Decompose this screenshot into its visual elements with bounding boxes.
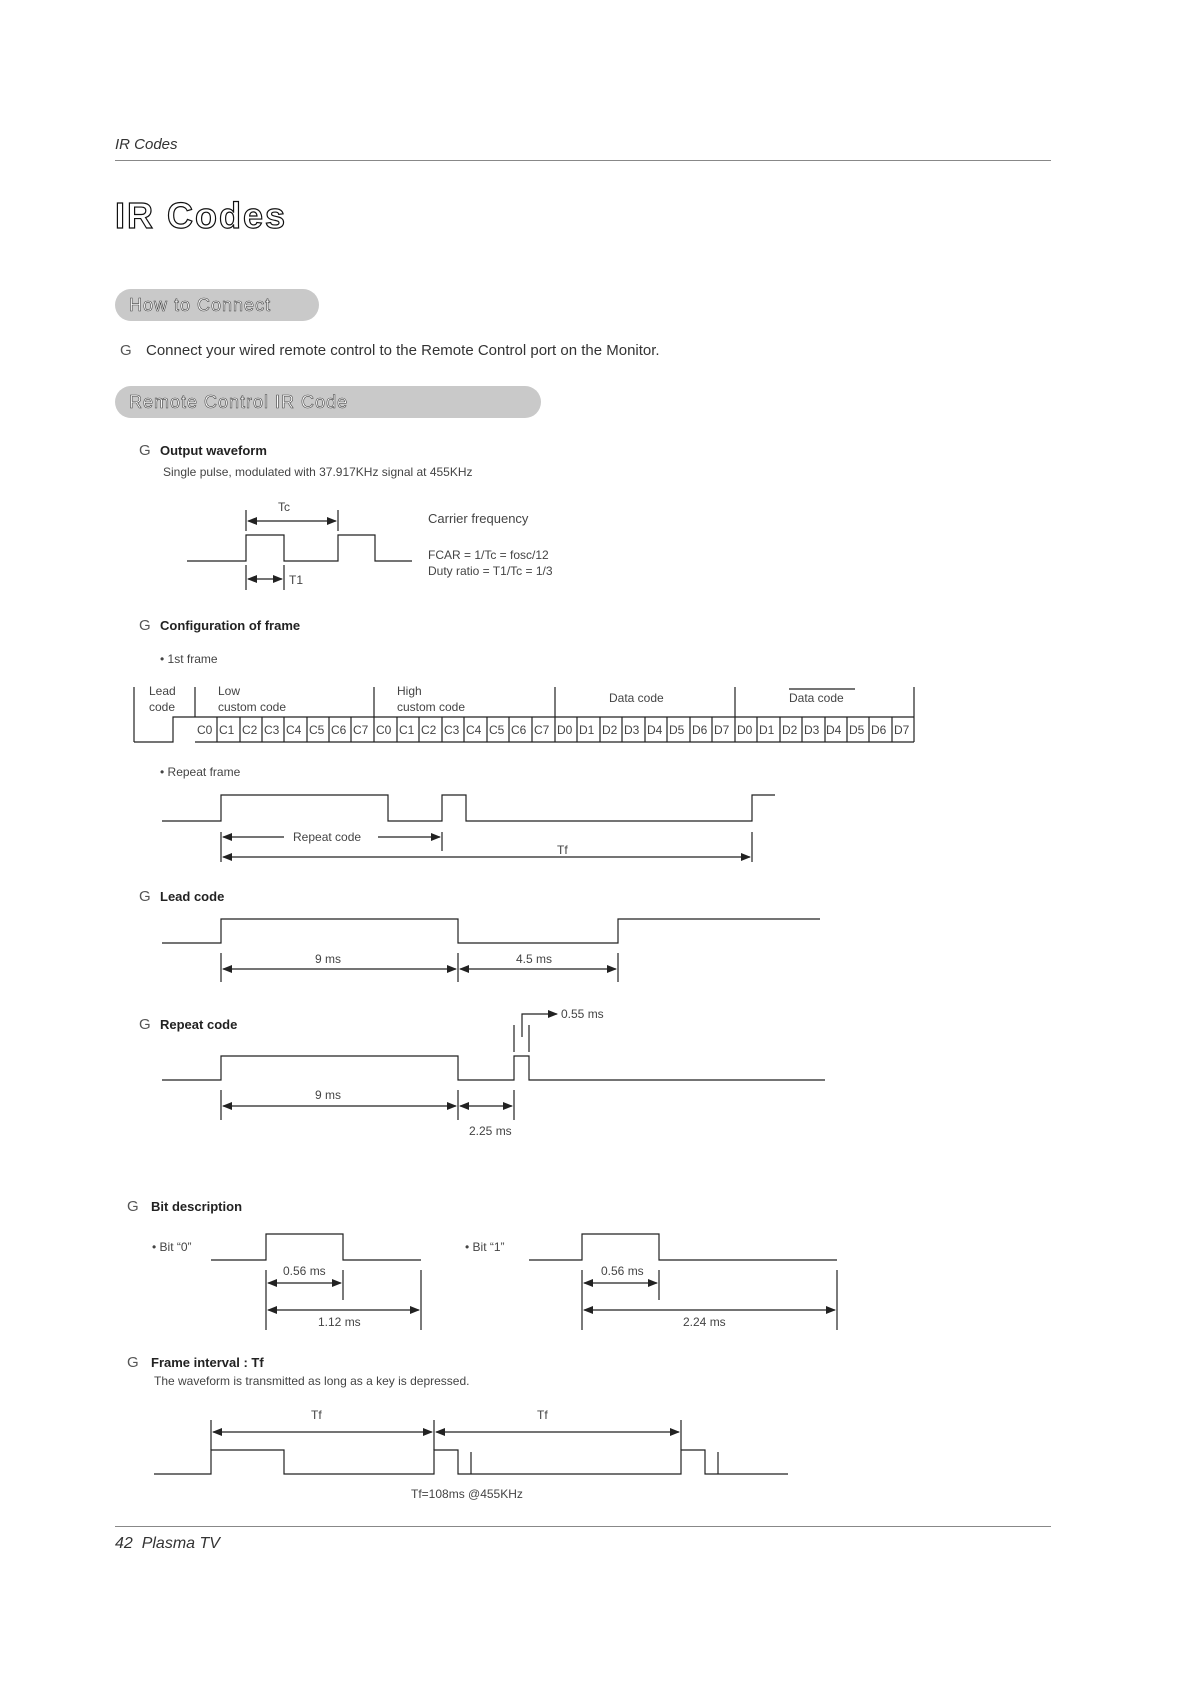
- bit1-period-label: 2.24 ms: [683, 1315, 726, 1329]
- first-frame-label: • 1st frame: [160, 652, 218, 666]
- bit-cell: D6: [871, 723, 887, 737]
- bit-cell: C7: [353, 723, 369, 737]
- how-to-connect-text: Connect your wired remote control to the Remote Control port on the Monitor.: [146, 342, 660, 359]
- bit-cell: C4: [466, 723, 482, 737]
- repeat-pulse-label: 0.55 ms: [561, 1007, 604, 1021]
- bit1-label: • Bit “1”: [465, 1240, 505, 1254]
- repeat-code-title: Repeat code: [160, 1017, 238, 1032]
- bit1-pulse-label: 0.56 ms: [601, 1264, 644, 1278]
- bit-cell: D0: [557, 723, 573, 737]
- bit-cell: C0: [197, 723, 213, 737]
- bullet-glyph: G: [139, 1016, 151, 1033]
- bit-cell: C6: [331, 723, 347, 737]
- bit-cell: C3: [444, 723, 460, 737]
- repeat-code-waveform: [162, 1056, 825, 1080]
- output-waveform-title: Output waveform: [160, 443, 267, 458]
- page-number: 42: [115, 1535, 133, 1552]
- high-custom-code-cell: High custom code: [397, 684, 466, 714]
- lead-code-title: Lead code: [160, 889, 225, 904]
- bit-cell: C5: [489, 723, 505, 737]
- low-custom-code-cell: Low custom code: [218, 684, 287, 714]
- page-footer: [115, 1535, 220, 1553]
- tf-label: Tf: [557, 843, 568, 857]
- t1-label: T1: [289, 573, 304, 587]
- bit1-waveform: [529, 1234, 837, 1260]
- lead-9ms-label: 9 ms: [315, 952, 342, 966]
- bullet-glyph: G: [139, 888, 151, 905]
- duty-ratio: Duty ratio = T1/Tc = 1/3: [428, 564, 553, 578]
- frame-interval-desc: The waveform is transmitted as long as a key is depressed.: [154, 1374, 470, 1388]
- bit-cell: C1: [219, 723, 235, 737]
- bit-cell: D3: [624, 723, 640, 737]
- bit-cell: D2: [602, 723, 618, 737]
- bit-cell: C2: [242, 723, 258, 737]
- fcar-formula: FCAR = 1/Tc = fosc/12: [428, 548, 549, 562]
- section-remote-ir-code: Remote Control IR Code: [115, 386, 541, 418]
- bit-cell: D4: [647, 723, 663, 737]
- bullet-glyph: G: [120, 342, 132, 359]
- bit-cell: D1: [579, 723, 595, 737]
- bullet-glyph: G: [139, 617, 151, 634]
- footer-product: Plasma TV: [141, 1535, 220, 1552]
- bit-cell: D5: [669, 723, 685, 737]
- section-how-to-connect: How to Connect: [115, 289, 319, 321]
- lead-code-cell: Lead code: [149, 684, 176, 714]
- bit-cell: D4: [826, 723, 842, 737]
- bit0-period-label: 1.12 ms: [318, 1315, 361, 1329]
- bit-cell: C2: [421, 723, 437, 737]
- output-waveform-desc: Single pulse, modulated with 37.917KHz signal at 455KHz: [163, 465, 473, 479]
- bit0-waveform: [211, 1234, 421, 1260]
- bit-cell: C0: [376, 723, 392, 737]
- bit-cell: C5: [309, 723, 325, 737]
- carrier-frequency-label: Carrier frequency: [428, 511, 529, 526]
- tf-note: Tf=108ms @455KHz: [411, 1487, 523, 1501]
- running-header: IR Codes: [115, 136, 178, 153]
- bit-cell: C3: [264, 723, 280, 737]
- repeat-9ms-label: 9 ms: [315, 1088, 342, 1102]
- bit-cell: C1: [399, 723, 415, 737]
- bit-cell: D6: [692, 723, 708, 737]
- bit-cell: C6: [511, 723, 527, 737]
- repeat-frame-label: • Repeat frame: [160, 765, 241, 779]
- tc-label: Tc: [278, 500, 290, 514]
- bit-cell: D5: [849, 723, 865, 737]
- footer-rule: [115, 1526, 1051, 1527]
- bit-cell: C7: [534, 723, 550, 737]
- repeat-2-25ms-label: 2.25 ms: [469, 1124, 512, 1138]
- bullet-glyph: G: [127, 1354, 139, 1371]
- bullet-glyph: G: [139, 442, 151, 459]
- bit-cell: D7: [894, 723, 910, 737]
- repeat-code-label: Repeat code: [293, 830, 362, 844]
- bit0-pulse-label: 0.56 ms: [283, 1264, 326, 1278]
- page-title: IR Codes: [115, 195, 288, 236]
- data-code-cell: Data code: [609, 691, 664, 705]
- bit-cell: D3: [804, 723, 820, 737]
- repeat-frame-waveform: [162, 795, 775, 821]
- bit-cell: D7: [714, 723, 730, 737]
- lead-code-waveform: [162, 919, 820, 943]
- bit-cell: C4: [286, 723, 302, 737]
- bit-cell: D2: [782, 723, 798, 737]
- data-code-inverted-cell: Data code: [789, 691, 844, 705]
- tf1-label: Tf: [311, 1408, 322, 1422]
- tf2-label: Tf: [537, 1408, 548, 1422]
- bit0-label: • Bit “0”: [152, 1240, 192, 1254]
- bit-description-title: Bit description: [151, 1199, 243, 1214]
- frame-interval-title: Frame interval : Tf: [151, 1355, 264, 1370]
- bit-cell: D1: [759, 723, 775, 737]
- config-frame-title: Configuration of frame: [160, 618, 301, 633]
- bullet-glyph: G: [127, 1198, 139, 1215]
- carrier-waveform: [187, 535, 412, 561]
- bit-cell: D0: [737, 723, 753, 737]
- lead-4-5ms-label: 4.5 ms: [516, 952, 553, 966]
